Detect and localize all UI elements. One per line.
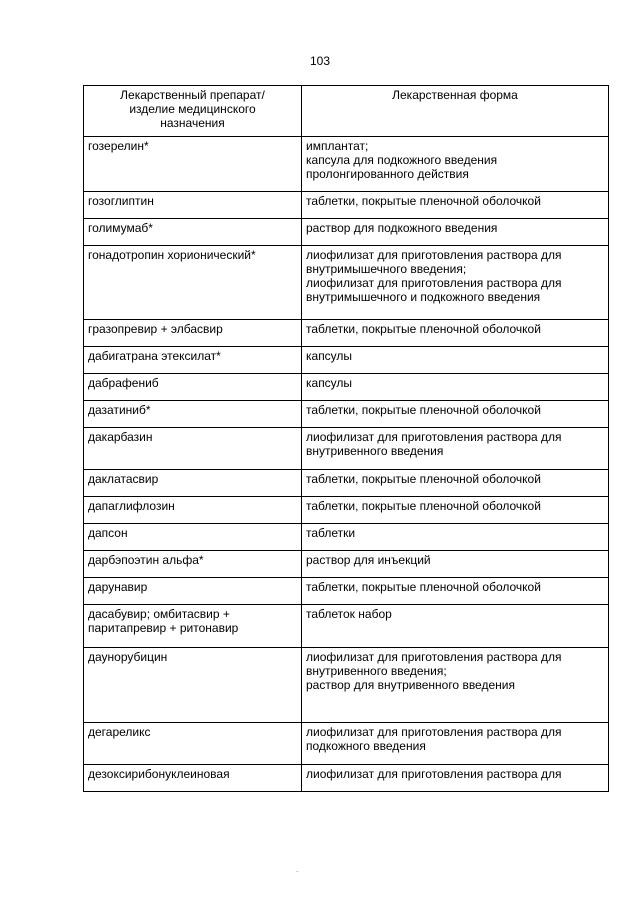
drug-name-cell: гонадотропин хорионический* <box>84 246 302 320</box>
drug-name-cell: гразопревир + элбасвир <box>84 320 302 347</box>
drug-name-cell: дапсон <box>84 524 302 551</box>
drug-form-cell: таблетки, покрытые пленочной оболочкой <box>302 578 609 605</box>
table-row <box>84 246 609 320</box>
drug-form-cell: таблетки, покрытые пленочной оболочкой <box>302 497 609 524</box>
header-drug: Лекарственный препарат/ изделие медицинского назначения <box>84 86 302 137</box>
drug-name-cell: дабигатрана этексилат* <box>84 347 302 374</box>
drug-name-cell: дарунавир <box>84 578 302 605</box>
drug-name-cell: гозерелин* <box>84 137 302 192</box>
drug-form-cell: таблетки <box>302 524 609 551</box>
drug-name-cell: даунорубицин <box>84 648 302 723</box>
drug-form-cell: таблетки, покрытые пленочной оболочкой <box>302 320 609 347</box>
table-row <box>84 723 609 765</box>
table-row <box>84 219 609 246</box>
table-row <box>84 605 609 648</box>
drug-form-cell: лиофилизат для приготовления раствора для внутримышечного введения; лиофилизат для приготовления раствора для внутримышечного и подкожного введения <box>302 246 609 320</box>
drug-name-cell: дезоксирибонуклеиновая <box>84 765 302 792</box>
drug-form-cell: раствор для подкожного введения <box>302 219 609 246</box>
table-row <box>84 428 609 470</box>
header-form: Лекарственная форма <box>302 86 609 137</box>
drug-name-cell: даклатасвир <box>84 470 302 497</box>
drug-form-cell: лиофилизат для приготовления раствора для подкожного введения <box>302 723 609 765</box>
drug-name-cell: голимумаб* <box>84 219 302 246</box>
table-row <box>84 374 609 401</box>
drug-name-cell: дакарбазин <box>84 428 302 470</box>
drug-form-cell: таблетки, покрытые пленочной оболочкой <box>302 401 609 428</box>
scan-mark: . <box>296 865 299 874</box>
drug-name-cell: дабрафениб <box>84 374 302 401</box>
drug-form-cell: таблетки, покрытые пленочной оболочкой <box>302 470 609 497</box>
drug-form-cell: лиофилизат для приготовления раствора для внутривенного введения; раствор для внутривенного введения <box>302 648 609 723</box>
table-row <box>84 524 609 551</box>
table-row <box>84 470 609 497</box>
drug-form-cell: раствор для инъекций <box>302 551 609 578</box>
table-row <box>84 551 609 578</box>
table-row <box>84 137 609 192</box>
page-number: 103 <box>309 54 331 68</box>
table-row <box>84 765 609 792</box>
table-row <box>84 578 609 605</box>
table-row <box>84 497 609 524</box>
drug-name-cell: дазатиниб* <box>84 401 302 428</box>
drug-form-cell: капсулы <box>302 374 609 401</box>
drug-name-cell: дапаглифлозин <box>84 497 302 524</box>
drug-form-cell: капсулы <box>302 347 609 374</box>
drug-name-cell: дегареликс <box>84 723 302 765</box>
drug-form-cell: таблетки, покрытые пленочной оболочкой <box>302 192 609 219</box>
table-header-row <box>84 86 609 137</box>
drug-name-cell: гозоглиптин <box>84 192 302 219</box>
table-row <box>84 320 609 347</box>
table-row <box>84 648 609 723</box>
table-row <box>84 401 609 428</box>
drug-form-cell: таблеток набор <box>302 605 609 648</box>
table-row <box>84 192 609 219</box>
drug-name-cell: дарбэпоэтин альфа* <box>84 551 302 578</box>
drug-form-cell: имплантат; капсула для подкожного введения пролонгированного действия <box>302 137 609 192</box>
drug-form-cell: лиофилизат для приготовления раствора для внутривенного введения <box>302 428 609 470</box>
drug-name-cell: дасабувир; омбитасвир + паритапревир + ритонавир <box>84 605 302 648</box>
drug-form-cell: лиофилизат для приготовления раствора для <box>302 765 609 792</box>
drug-table <box>83 85 609 792</box>
table-row <box>84 347 609 374</box>
